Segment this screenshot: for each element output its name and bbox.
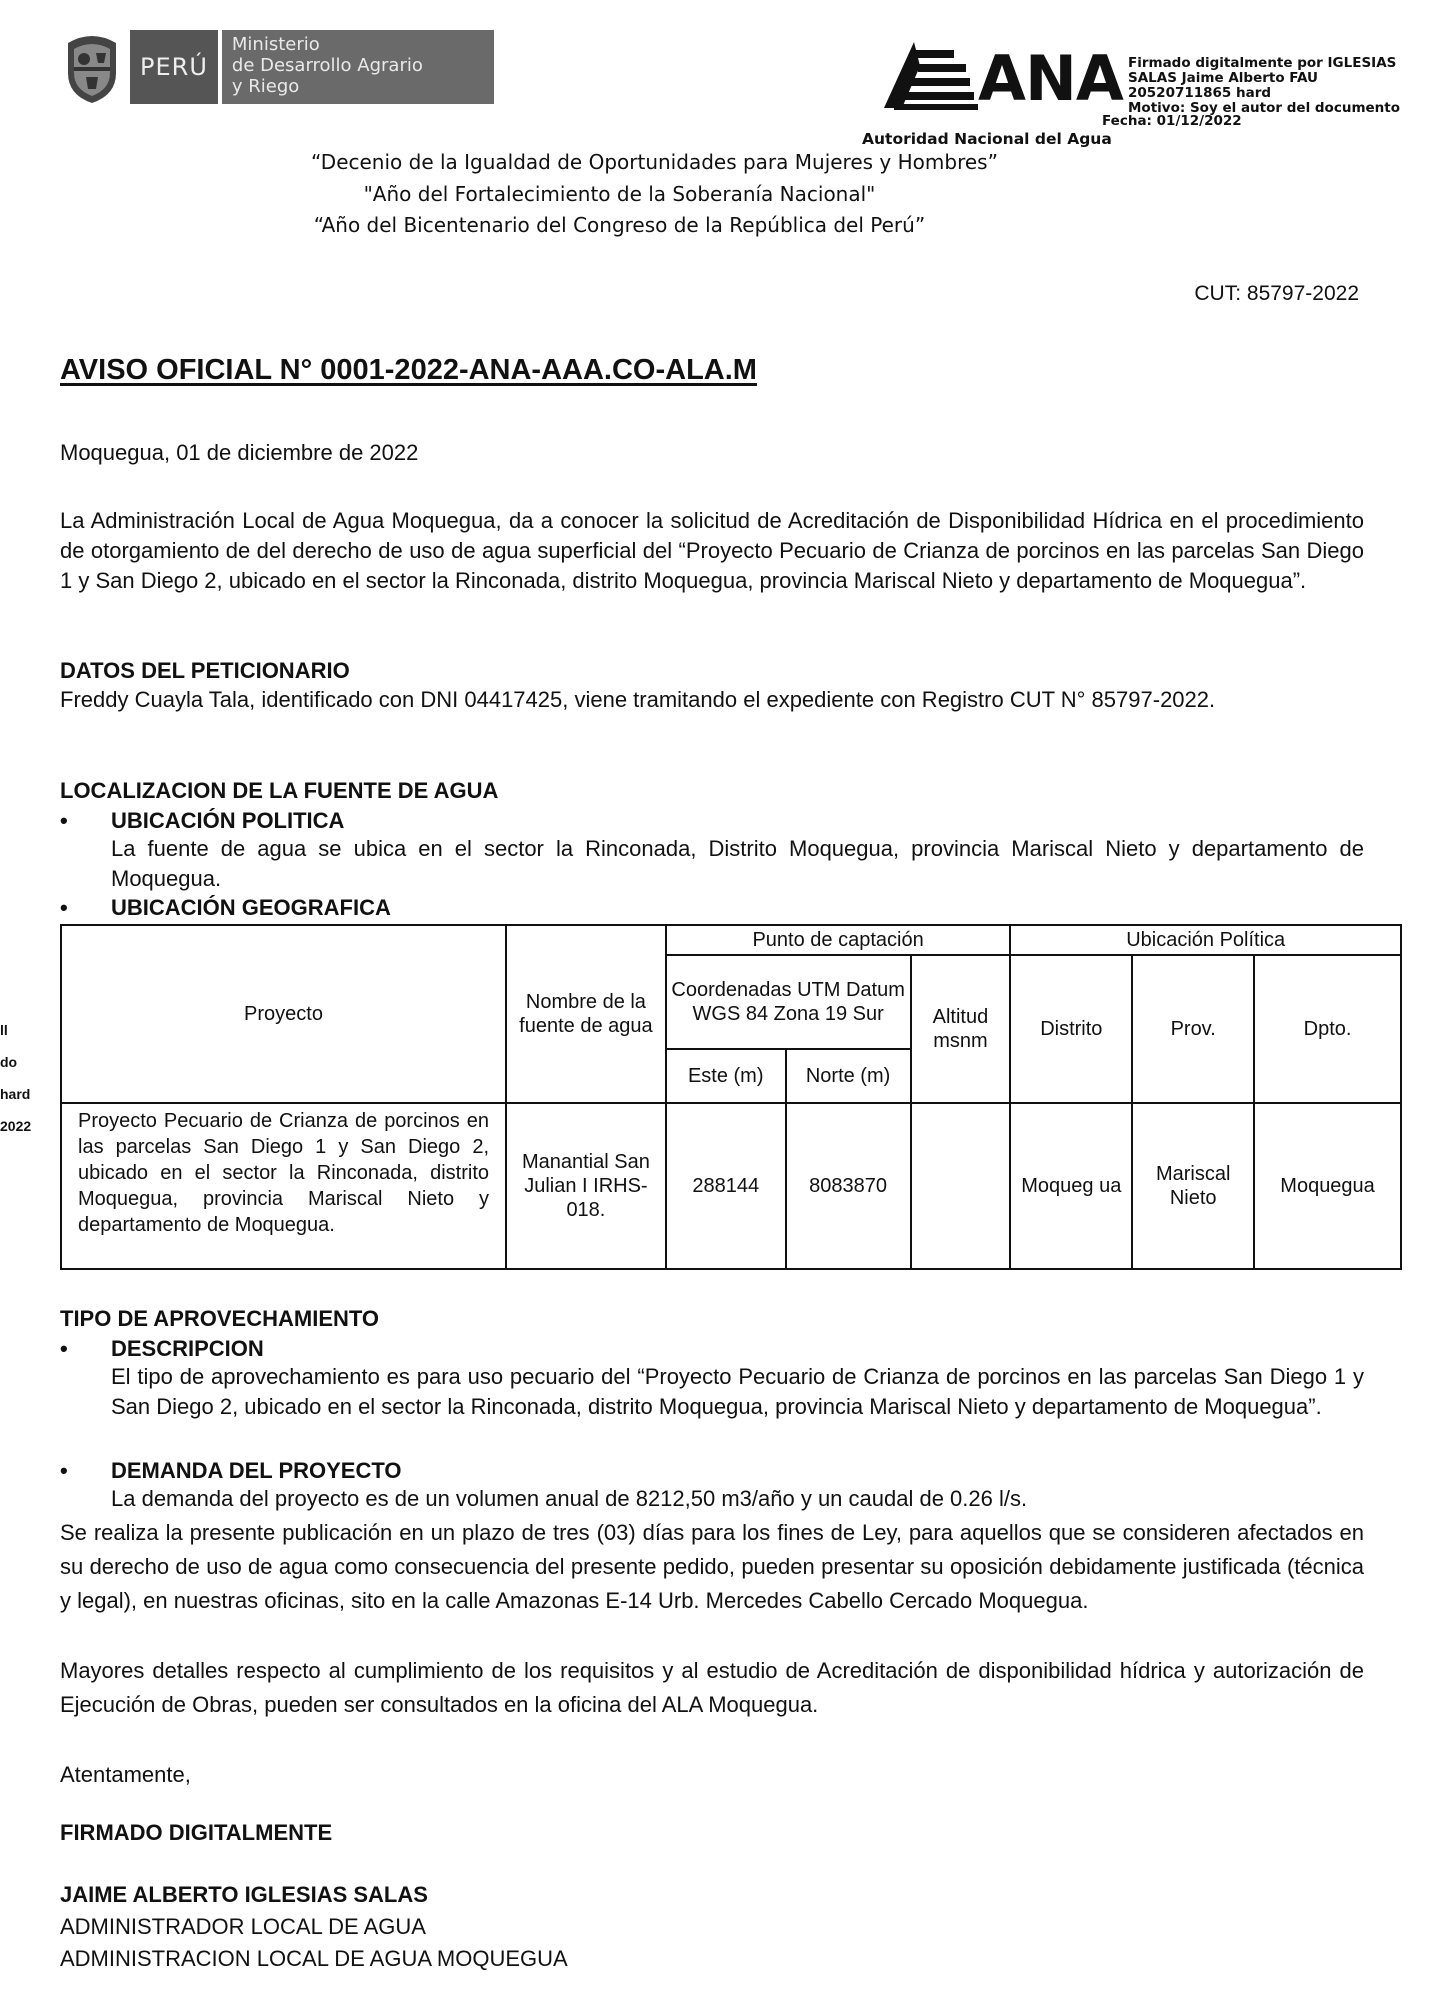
margin-fragments: ll do hard 2022 — [0, 1022, 32, 1134]
header-prov: Prov. — [1132, 955, 1254, 1103]
cell-prov: Mariscal Nieto — [1132, 1103, 1254, 1269]
motto-decenio: “Decenio de la Igualdad de Oportunidades para Mujeres y Hombres” — [311, 150, 998, 174]
table-row — [61, 1103, 1401, 1269]
firmado-digitalmente: FIRMADO DIGITALMENTE — [60, 1820, 333, 1845]
peru-coat-of-arms-icon — [60, 29, 124, 105]
header-proyecto: Proyecto — [61, 925, 506, 1103]
geografica-heading: • UBICACIÓN GEOGRAFICA — [60, 895, 391, 920]
politica-heading: • UBICACIÓN POLITICA — [60, 808, 345, 833]
motto-soberania: "Año del Fortalecimiento de la Soberanía Nacional" — [363, 182, 876, 206]
header-altitud: Altitud msnm — [911, 955, 1011, 1103]
demanda-text: La demanda del proyecto es de un volumen anual de 8212,50 m3/año y un caudal de 0.26 l/s. — [111, 1486, 1028, 1511]
peticionario-text: Freddy Cuayla Tala, identificado con DNI 04417425, viene tramitando el expediente con Registro CUT N° 85797-2022. — [60, 687, 1216, 712]
digital-signature-stamp: Firmado digitalmente por IGLESIAS SALAS Jaime Alberto FAU 20520711865 hard Motivo: Soy el autor del documento Fecha: 01/12/2022 — [1102, 55, 1401, 129]
peru-label: PERÚ — [130, 30, 218, 104]
localizacion-heading: LOCALIZACION DE LA FUENTE DE AGUA — [60, 778, 499, 803]
cell-distrito: Moqueg ua — [1010, 1103, 1132, 1269]
signer-role: ADMINISTRADOR LOCAL DE AGUA — [60, 1914, 426, 1939]
ubicacion-geografica-table — [60, 924, 1402, 1270]
intro-paragraph: La Administración Local de Agua Moquegua, da a conocer la solicitud de Acreditación de Disponibilidad Hídrica en el procedimiento de otorgamiento de del derecho de uso de agua superficial del “Proyecto Pecuario de Crianza de porcinos en las parcelas San Diego 1 y San Diego 2, ubicado en el sector la Rinconada, distrito Moquegua, provincia Mariscal Nieto y departamento de Moquegua”. — [60, 508, 1364, 593]
cut-number: CUT: 85797-2022 — [1194, 282, 1359, 305]
header-punto-captacion: Punto de captación — [666, 925, 1011, 955]
motto-bicentenario: “Año del Bicentenario del Congreso de la República del Perú” — [313, 213, 926, 237]
mayores-paragraph: Mayores detalles respecto al cumplimiento de los requisitos y al estudio de Acreditación de disponibilidad hídrica y autorización de Ejecución de Obras, pueden ser consultados en la oficina del ALA Moquegua. — [60, 1658, 1364, 1717]
ana-subtitle: Autoridad Nacional del Agua — [862, 130, 1112, 148]
header-dpto: Dpto. — [1254, 955, 1401, 1103]
ministry-name: Ministerio de Desarrollo Agrario y Riego — [222, 30, 494, 104]
descripcion-heading: • DESCRIPCION — [60, 1336, 264, 1361]
header-norte: Norte (m) — [786, 1049, 911, 1103]
document-title: AVISO OFICIAL N° 0001-2022-ANA-AAA.CO-ALA.M — [60, 354, 757, 386]
publicacion-paragraph: Se realiza la presente publicación en un plazo de tres (03) días para los fines de Ley, para aquellos que se consideren afectados en su derecho de uso de agua como consecuencia del presente pedido, pueden presentar su oposición debidamente justificada (técnica y legal), en nuestras oficinas, sito en la calle Amazonas E-14 Urb. Mercedes Cabello Cercado Moquegua. — [60, 1520, 1364, 1613]
cell-este: 288144 — [666, 1103, 786, 1269]
ana-logo-text: ANA — [978, 42, 1123, 115]
header-distrito: Distrito — [1010, 955, 1132, 1103]
cell-proyecto: Proyecto Pecuario de Crianza de porcinos en las parcelas San Diego 1 y San Diego 2, ubicado en el sector la Rinconada, distrito Moquegua, provincia Mariscal Nieto y departamento de Moquegua. — [61, 1103, 506, 1269]
cell-norte: 8083870 — [786, 1103, 911, 1269]
peticionario-heading: DATOS DEL PETICIONARIO — [60, 658, 350, 683]
closing: Atentamente, — [60, 1762, 191, 1787]
header-este: Este (m) — [666, 1049, 786, 1103]
cell-fuente: Manantial San Julian I IRHS-018. — [506, 1103, 666, 1269]
signer-name: JAIME ALBERTO IGLESIAS SALAS — [60, 1882, 428, 1907]
ministry-logo — [60, 24, 494, 110]
demanda-heading: • DEMANDA DEL PROYECTO — [60, 1458, 402, 1483]
signer-office: ADMINISTRACION LOCAL DE AGUA MOQUEGUA — [60, 1946, 568, 1971]
header-ubicacion-politica: Ubicación Política — [1010, 925, 1401, 955]
aprovechamiento-heading: TIPO DE APROVECHAMIENTO — [60, 1306, 380, 1331]
date-line: Moquegua, 01 de diciembre de 2022 — [60, 440, 419, 465]
cell-dpto: Moquegua — [1254, 1103, 1401, 1269]
header-fuente: Nombre de la fuente de agua — [506, 925, 666, 1103]
header-coordenadas: Coordenadas UTM Datum WGS 84 Zona 19 Sur — [666, 955, 911, 1049]
descripcion-text: El tipo de aprovechamiento es para uso pecuario del “Proyecto Pecuario de Crianza de porcinos en las parcelas San Diego 1 y San Diego 2, ubicado en el sector la Rinconada, distrito Moquegua, provincia Mariscal Nieto y departamento de Moquegua”. — [111, 1364, 1364, 1419]
cell-altitud — [911, 1103, 1011, 1269]
politica-text: La fuente de agua se ubica en el sector la Rinconada, Distrito Moquegua, provincia Mariscal Nieto y departamento de Moquegua. — [111, 836, 1364, 891]
